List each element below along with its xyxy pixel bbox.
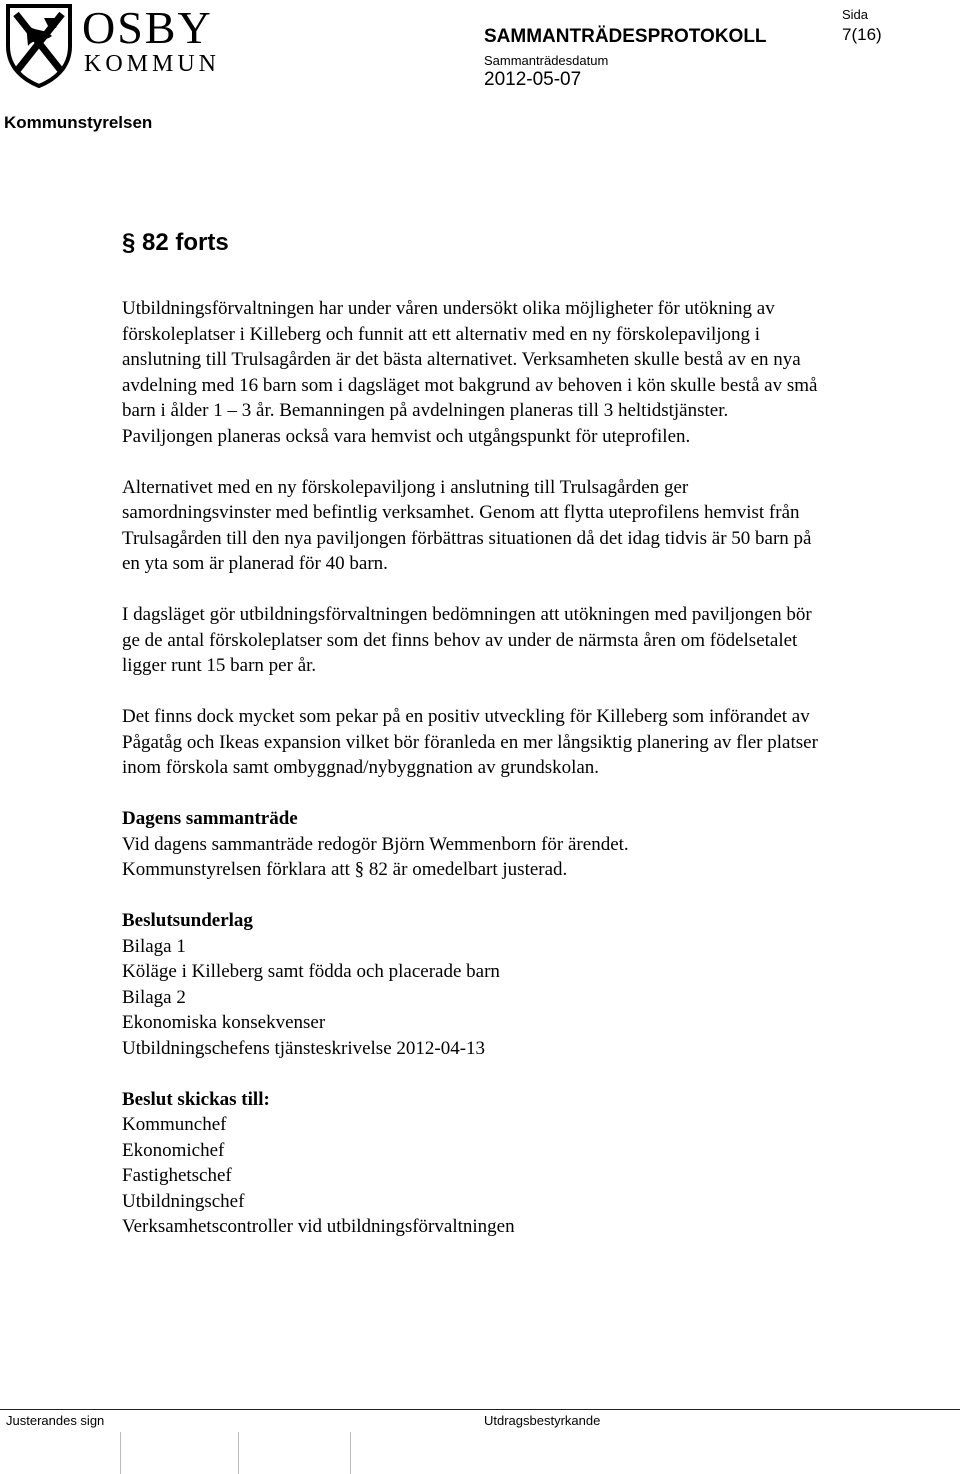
signature-box-divider bbox=[238, 1432, 239, 1474]
dagens-sammantrade-block bbox=[122, 806, 822, 883]
list-item: Köläge i Killeberg samt födda och placerade barn bbox=[122, 961, 500, 982]
list-item: Fastighetschef bbox=[122, 1165, 232, 1186]
list-item: Vid dagens sammanträde redogör Björn Wemmenborn för ärendet. bbox=[122, 833, 629, 855]
page-label: Sida bbox=[842, 7, 869, 22]
beslut-skickas-block bbox=[122, 1087, 822, 1240]
paragraph: Utbildningsförvaltningen har under våren undersökt olika möjligheter för utökning av förskoleplatser i Killeberg och funnit att ett alternativ med en ny förskolepaviljong i anslutning till Trulsagården är det bästa alternativet. Verksamheten skulle bestå av en nya avdelning med 16 barn som i dagsläget mot bakgrund av behoven i kön skulle bestå av små barn i ålder 1 – 3 år. Bemanningen på avdelningen planeras till 3 heltidstjänster. Paviljongen planeras också vara hemvist och utgångspunkt för uteprofilen. bbox=[122, 298, 818, 447]
list-item: Bilaga 2 bbox=[122, 986, 186, 1008]
list-item: Utbildningschef bbox=[122, 1190, 245, 1212]
list-item: Verksamhetscontroller vid utbildningsförvaltningen bbox=[122, 1216, 515, 1237]
osby-coat-of-arms-logo bbox=[4, 2, 74, 88]
signature-box-divider bbox=[350, 1432, 351, 1474]
beslutsunderlag-heading: Beslutsunderlag bbox=[122, 910, 253, 931]
paragraph: Det finns dock mycket som pekar på en positiv utveckling för Killeberg som införandet av Pågatåg och Ikeas expansion vilket bör föranleda en mer långsiktig planering av fler platser inom förskola samt ombyggnad/nybyggnation av grundskolan. bbox=[122, 706, 818, 778]
beslutsunderlag-block bbox=[122, 908, 822, 1061]
page-number: 7(16) bbox=[842, 25, 882, 44]
beslut-skickas-heading: Beslut skickas till: bbox=[122, 1088, 270, 1110]
footer-label-utdragsbestyrkande: Utdragsbestyrkande bbox=[484, 1413, 601, 1428]
logo-subtitle: KOMMUN bbox=[84, 51, 221, 77]
footer-divider bbox=[0, 1409, 960, 1410]
document-type: SAMMANTRÄDESPROTOKOLL bbox=[484, 26, 767, 47]
paragraph: I dagsläget gör utbildningsförvaltningen bedömningen att utökningen med paviljongen bör ge de antal förskoleplatser som det finns behov av under de närmsta åren om födelsetalet ligger runt 15 barn per år. bbox=[122, 604, 812, 676]
list-item: Bilaga 1 bbox=[122, 935, 186, 957]
paragraph: Alternativet med en ny förskolepaviljong i anslutning till Trulsagården ger samordningsvinster med befintlig verksamhet. Genom att flytta uteprofilens hemvist från Trulsagården till den nya paviljongen förbättras situationen då det idag tidvis är 50 barn på en yta som är planerad för 40 barn. bbox=[122, 476, 812, 574]
protocol-body bbox=[122, 296, 822, 1265]
list-item: Kommunchef bbox=[122, 1114, 227, 1135]
list-item: Kommunstyrelsen förklara att § 82 är omedelbart justerad. bbox=[122, 859, 568, 880]
list-item: Ekonomiska konsekvenser bbox=[122, 1012, 326, 1033]
section-title: § 82 forts bbox=[122, 229, 229, 256]
meeting-date: 2012-05-07 bbox=[484, 69, 582, 90]
logo-wordmark: OSBY bbox=[82, 2, 213, 53]
signature-box-divider bbox=[120, 1432, 121, 1474]
meeting-date-label: Sammanträdesdatum bbox=[484, 53, 609, 68]
footer-label-justerandes-sign: Justerandes sign bbox=[6, 1413, 105, 1428]
list-item: Ekonomichef bbox=[122, 1139, 225, 1161]
dagens-sammantrade-heading: Dagens sammanträde bbox=[122, 808, 298, 829]
committee-name: Kommunstyrelsen bbox=[4, 113, 153, 132]
list-item: Utbildningschefens tjänsteskrivelse 2012-04-13 bbox=[122, 1037, 486, 1059]
